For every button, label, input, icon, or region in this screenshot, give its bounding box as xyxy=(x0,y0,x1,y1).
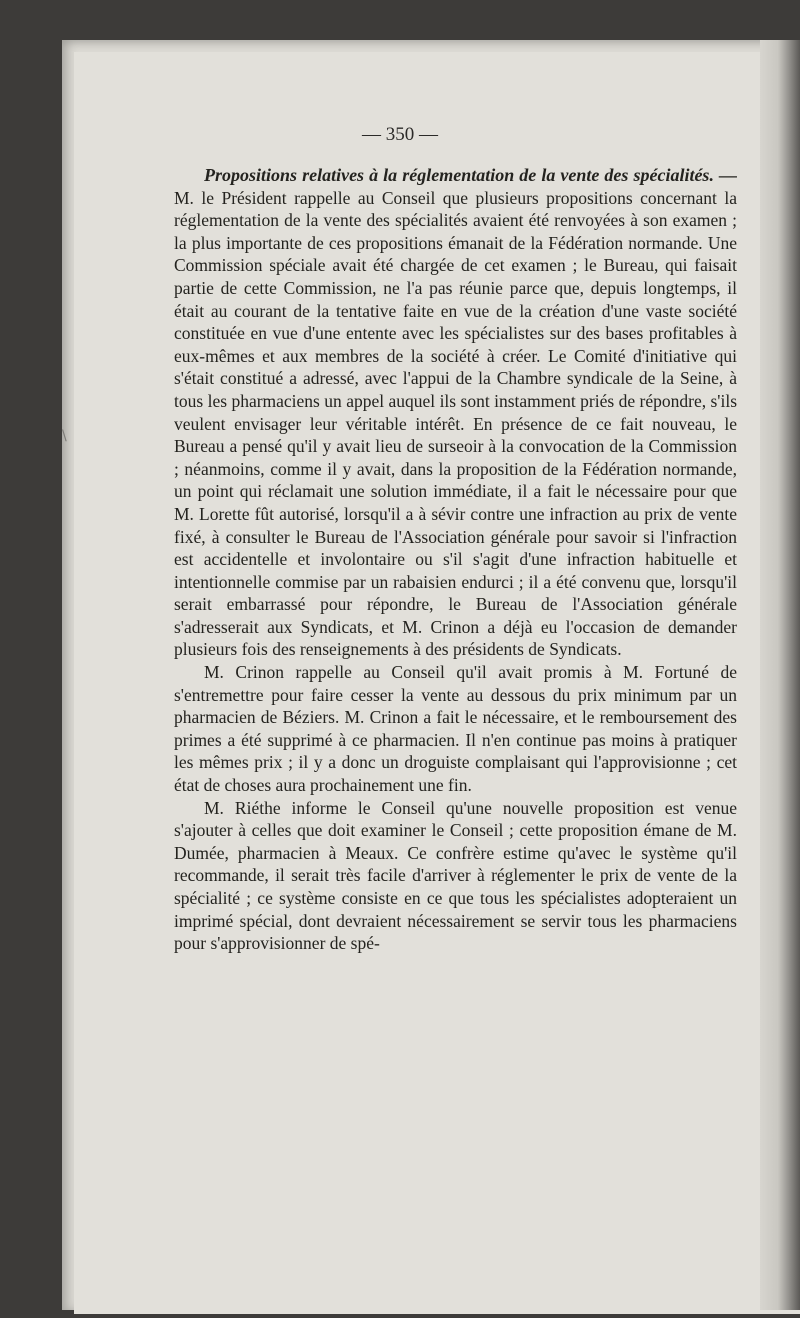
section-heading: Propositions relatives à la réglementation de la vente des spécialités. — xyxy=(204,165,737,185)
paragraph-2: M. Crinon rappelle au Conseil qu'il avait promis à M. Fortuné de s'entremettre pour faire cesser la vente au dessous du prix minimum par un pharmacien de Béziers. M. Crinon a fait le nécessaire, et le remboursement des primes a été supprimé à ce pharmacien. Il n'en continue pas moins à pratiquer les mêmes prix ; il y a donc un droguiste complaisant qui l'approvisionne ; cet état de choses aura prochainement une fin. xyxy=(174,662,737,796)
margin-mark: \ xyxy=(62,428,67,444)
paragraph-3: M. Riéthe informe le Conseil qu'une nouvelle proposition est venue s'ajouter à celles que doit examiner le Conseil ; cette proposition émane de M. Dumée, pharmacien à Meaux. Ce confrère estime qu'avec le système qu'il recommande, il serait très facile d'arriver à réglementer le prix de vente de la spécialité ; ce système consiste en ce que tous les spécialistes adopteraient un imprimé spécial, dont devraient nécessairement se servir tous les pharmaciens pour s'approvisionner de spé- xyxy=(174,797,737,954)
paragraph-1-text: M. le Président rappelle au Conseil que plusieurs propositions concernant la réglementation de la vente des spécialités avaient été renvoyées à son examen ; la plus importante de ces propositions émanait de la Fédération normande. Une Commission spéciale avait été chargée de cet examen ; le Bureau, qui faisait partie de cette Commission, ne l'a pas réunie parce que, depuis longtemps, il était au courant de la tentative faite en vue de la création d'une vaste société constituée en vue d'une entente avec les spécialistes sur des bases profitables à eux-mêmes et aux membres de la société à créer. Le Comité d'initiative qui s'était constitué a adressé, avec l'appui de la Chambre syndicale de la Seine, à tous les pharmaciens un appel auquel ils sont instamment priés de répondre, s'ils veulent envisager leur véritable intérêt. En présence de ce fait nouveau, le Bureau a pensé qu'il y avait lieu de surseoir à la convocation de la Commission ; néanmoins, comme il y avait, dans la proposition de la Fédération normande, un point qui réclamait une solution immédiate, il a fait le nécessaire pour que M. Lorette fût autorisé, lorsqu'il a à sévir contre une infraction au prix de vente fixé, à consulter le Bureau de l'Association générale pour savoir si l'infraction est accidentelle et involontaire ou s'il s'agit d'une infraction habituelle et intentionnelle commise par un rabaisien endurci ; il a été convenu que, lorsqu'il serait embarrassé pour répondre, le Bureau de l'Association générale s'adresserait aux Syndicats, et M. Crinon a déjà eu l'occasion de demander plusieurs fois des renseignements à des présidents de Syndicats. xyxy=(174,187,737,660)
page-number: — 350 — xyxy=(362,124,438,145)
page-edge-shadow xyxy=(760,40,800,1310)
body-text xyxy=(174,164,737,955)
paragraph-1 xyxy=(174,164,737,661)
